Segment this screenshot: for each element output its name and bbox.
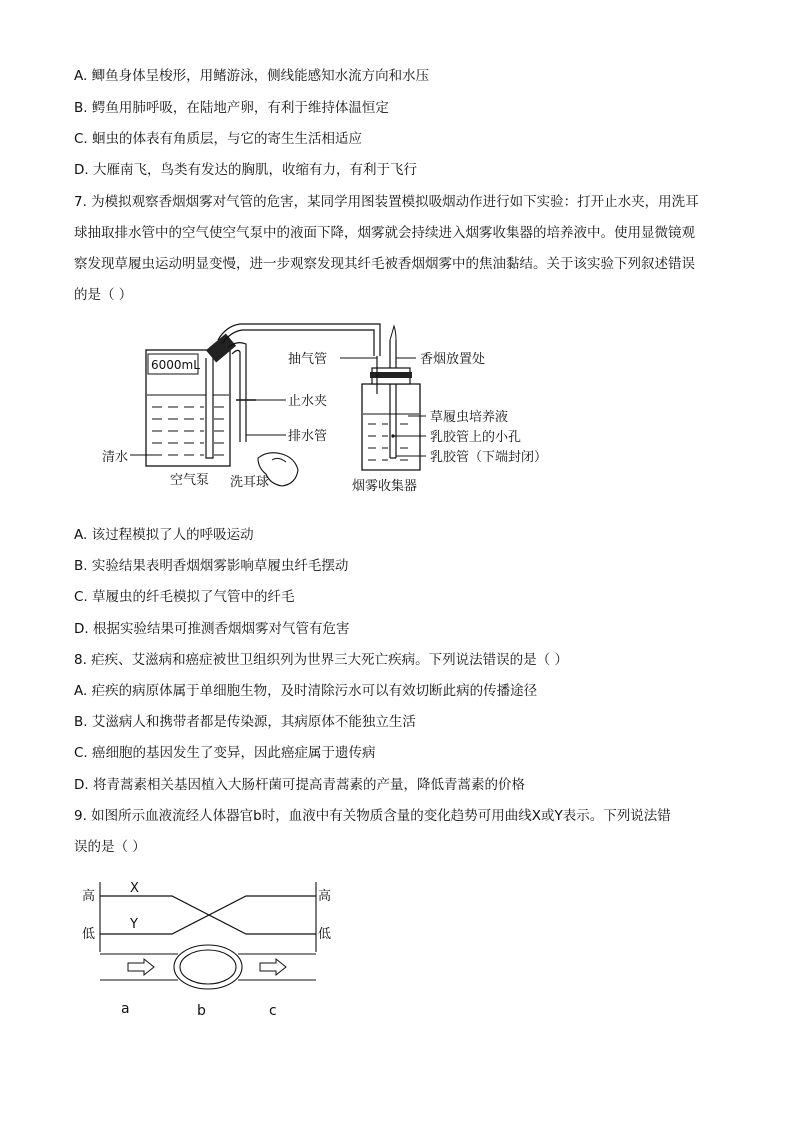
q8-option-a: A. 疟疾的病原体属于单细胞生物，及时清除污水可以有效切断此病的传播途径 [74,683,538,699]
q7-apparatus-figure [90,318,570,503]
cigarette-label: 香烟放置处 [420,352,486,367]
collector-label: 烟雾收集器 [352,479,418,494]
q9-blood-flow-figure [74,872,364,1024]
q7-option-a: A. 该过程模拟了人的呼吸运动 [74,527,254,543]
organ-b-inner [180,950,236,984]
air-pump-label: 空气泵 [170,473,210,488]
ear-bulb-label: 洗耳球 [230,475,270,490]
q9-stem-line-2: 误的是（ ） [74,839,146,855]
q6-option-a: A. 鲫鱼身体呈梭形，用鳍游泳，侧线能感知水流方向和水压 [74,68,430,84]
curve-y-label: Y [130,917,138,932]
high-label-right: 高 [318,889,332,904]
q7-stem-line-4: 的是（ ） [74,287,133,303]
pump-inner-tube [206,358,213,458]
hole-label: 乳胶管上的小孔 [430,430,522,445]
collector-bottle [362,384,420,470]
organ-b-outer [174,945,242,989]
drain-label: 排水管 [288,429,328,444]
q9-stem-line-1: 9. 如图所示血液流经人体器官b时，血液中有关物质含量的变化趋势可用曲线X或Y表示。下列说法错 [74,808,671,824]
curve-x-label: X [130,881,139,896]
q8-option-b: B. 艾滋病人和携带者都是传染源，其病原体不能独立生活 [74,714,416,730]
culture-hatch [368,424,408,460]
segment-a-label: a [121,1001,130,1017]
q7-stem-line-3: 察发现草履虫运动明显变慢，进一步观察发现其纤毛被香烟烟雾中的焦油黏结。关于该实验下列叙述错误 [74,256,695,272]
q8-stem: 8. 疟疾、艾滋病和癌症被世卫组织列为世界三大死亡疾病。下列说法错误的是（ ） [74,652,568,668]
q7-stem-line-1: 7. 为模拟观察香烟烟雾对气管的危害，某同学用图装置模拟吸烟动作进行如下实验：打开止水夹，用洗耳 [74,194,699,210]
q7-option-d: D. 根据实验结果可推测香烟烟雾对气管有危害 [74,621,350,637]
flow-arrow-a [128,959,154,975]
q8-option-d: D. 将青蒿素相关基因植入大肠杆菌可提高青蒿素的产量，降低青蒿素的价格 [74,777,525,793]
segment-c-label: c [269,1003,277,1019]
culture-label: 草履虫培养液 [430,410,509,425]
q6-option-c: C. 蛔虫的体表有角质层，与它的寄生生活相适应 [74,131,363,147]
q7-option-b: B. 实验结果表明香烟烟雾影响草履虫纤毛摆动 [74,558,349,574]
q6-option-d: D. 大雁南飞，鸟类有发达的胸肌，收缩有力，有利于飞行 [74,162,417,178]
segment-b-label: b [197,1003,206,1019]
low-label-left: 低 [82,927,96,942]
q7-option-c: C. 草履虫的纤毛模拟了气管中的纤毛 [74,589,295,605]
q8-option-c: C. 癌细胞的基因发生了变异，因此癌症属于遗传病 [74,745,376,761]
clamp-label: 止水夹 [288,394,328,409]
water-label: 清水 [102,450,129,465]
high-label-left: 高 [82,889,96,904]
q7-stem-line-2: 球抽取排水管中的空气使空气泵中的液面下降，烟雾就会持续进入烟雾收集器的培养液中。使用显微镜观 [74,225,695,241]
volume-label: 6000mL [151,358,200,372]
suction-tube-label: 抽气管 [288,352,328,367]
q6-option-b: B. 鳄鱼用肺呼吸，在陆地产卵，有利于维持体温恒定 [74,100,389,116]
latex-tube-label: 乳胶管（下端封闭） [430,450,548,465]
flow-arrow-c [260,959,286,975]
low-label-right: 低 [318,927,332,942]
